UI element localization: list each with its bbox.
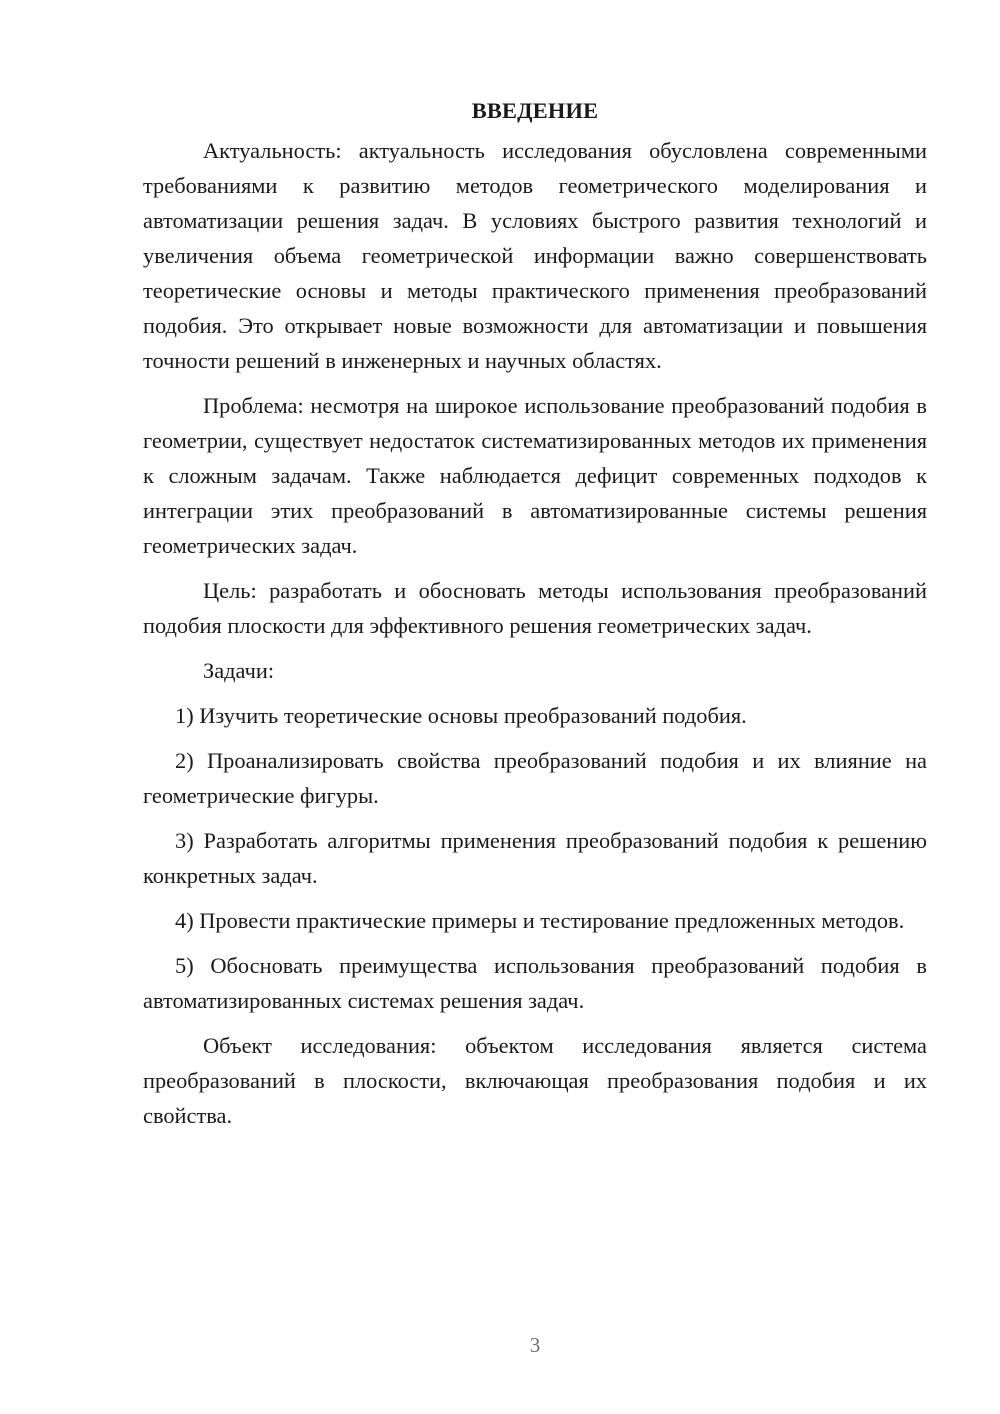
task-item-4: 4) Провести практические примеры и тестирование предложенных методов. [175, 908, 905, 933]
relevance-paragraph: Актуальность: актуальность исследования обусловлена современными требованиями к развитию методов геометрического моделирования и автоматизации решения задач. В условиях быстрого развития технологий и увеличения объема геометрической информации важно совершенствовать теоретические основы и методы практического применения преобразований подобия. Это открывает новые возможности для автоматизации и повышения точности решений в инженерных и научных областях. [143, 138, 927, 373]
object-paragraph: Объект исследования: объектом исследования является система преобразований в плоскости, включающая преобразования подобия и их свойства. [143, 1033, 927, 1128]
task-item-5: 5) Обосновать преимущества использования преобразований подобия в автоматизированных системах решения задач. [143, 953, 927, 1013]
task-item-1: 1) Изучить теоретические основы преобразований подобия. [175, 703, 747, 728]
page-body [143, 93, 927, 1143]
goal-paragraph: Цель: разработать и обосновать методы использования преобразований подобия плоскости для эффективного решения геометрических задач. [143, 578, 927, 638]
problem-paragraph: Проблема: несмотря на широкое использование преобразований подобия в геометрии, существует недостаток систематизированных методов их применения к сложным задачам. Также наблюдается дефицит современных подходов к интеграции этих преобразований в автоматизированные системы решения геометрических задач. [143, 393, 927, 558]
task-item-2: 2) Проанализировать свойства преобразований подобия и их влияние на геометрические фигуры. [143, 748, 927, 808]
task-item-3: 3) Разработать алгоритмы применения преобразований подобия к решению конкретных задач. [143, 828, 927, 888]
page-title: ВВЕДЕНИЕ [471, 98, 599, 123]
page-number: 3 [529, 1333, 541, 1357]
tasks-label: Задачи: [203, 658, 275, 683]
